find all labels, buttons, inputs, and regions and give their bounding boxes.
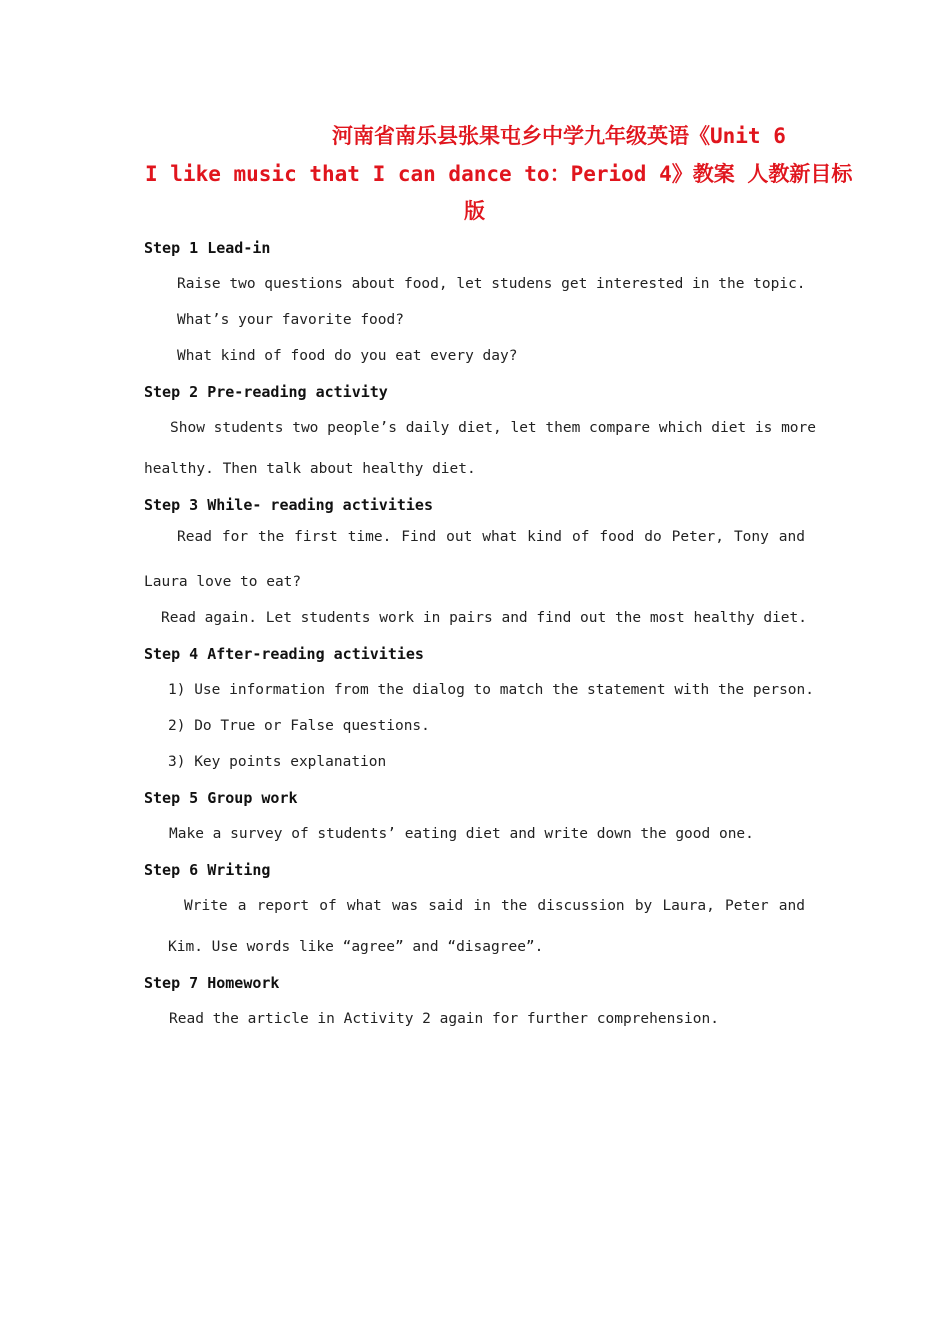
step-4-item-1: 1) Use information from the dialog to match the statement with the person. [168,682,815,698]
step-2-line-2: healthy. Then talk about healthy diet. [144,461,476,477]
step-1-heading: Step 1 Lead-in [144,239,271,257]
step-1-line-2: What’s your favorite food? [177,312,404,328]
step-2-heading: Step 2 Pre-reading activity [144,383,388,401]
step-7-heading: Step 7 Homework [144,974,280,992]
step-3-line-2: Laura love to eat? [144,574,302,590]
title-line-2: I like music that I can dance to：Period 4》教案 人教新目标 [145,162,853,186]
title-line-1: 河南省南乐县张果屯乡中学九年级英语《Unit 6 [332,124,786,148]
step-5-heading: Step 5 Group work [144,789,298,807]
step-6-line-2: Kim. Use words like “agree” and “disagree”. [168,939,544,955]
step-7-line-1: Read the article in Activity 2 again for further comprehension. [169,1011,719,1027]
step-4-item-2: 2) Do True or False questions. [168,718,430,734]
step-6-line-1: Write a report of what was said in the discussion by Laura, Peter and [184,898,805,914]
step-3-line-1: Read for the first time. Find out what kind of food do Peter, Tony and [177,529,805,545]
title-line-3: 版 [464,199,485,223]
step-3-heading: Step 3 While- reading activities [144,496,433,514]
step-3-line-3: Read again. Let students work in pairs and find out the most healthy diet. [161,610,808,626]
step-4-item-3: 3) Key points explanation [168,754,387,770]
step-5-line-1: Make a survey of students’ eating diet and write down the good one. [169,826,754,842]
step-1-line-1: Raise two questions about food, let studens get interested in the topic. [177,276,806,292]
step-2-line-1: Show students two people’s daily diet, let them compare which diet is more [170,420,817,436]
step-1-line-3: What kind of food do you eat every day? [177,348,518,364]
step-6-heading: Step 6 Writing [144,861,271,879]
step-4-heading: Step 4 After-reading activities [144,645,424,663]
